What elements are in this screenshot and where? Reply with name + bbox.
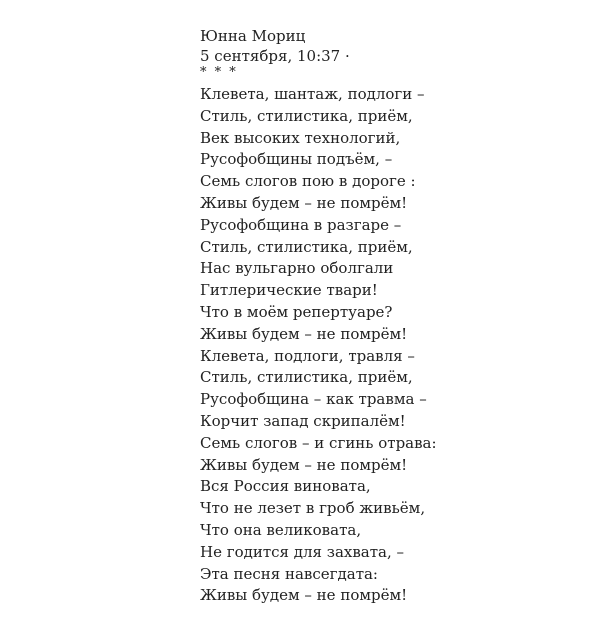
poem-line: Семь слогов – и сгинь отрава: [200,433,437,452]
poem-line: Живы будем – не помрём! [200,455,408,474]
poem-line: Русофобщины подъём, – [200,150,393,169]
poem-line: Вся Россия виновата, [200,477,371,496]
poem-line: Что не лезет в гроб живьём, [200,499,426,518]
poem-line: Стиль, стилистика, приём, [200,368,413,387]
poem-line: Клевета, шантаж, подлоги – [200,85,425,103]
poem-line: Клевета, подлоги, травля – [200,346,415,365]
poem-line: Корчит запад скрипалём! [200,411,406,430]
poem-line: Гитлерические твари! [200,281,378,300]
poem-line: Живы будем – не помрём! [200,586,408,605]
poem-body [200,84,580,607]
poem-line: Живы будем – не помрём! [200,193,408,212]
poem-line: Что она великовата, [200,520,362,539]
poem-line: Эта песня навсегдата: [200,564,378,583]
poem-line: Век высоких технологий, [200,128,401,147]
post-author[interactable]: Юнна Мориц [200,27,306,45]
poem-line: Не годится для захвата, – [200,542,405,561]
poem-line: Семь слогов пою в дороге : [200,172,416,191]
poem-line: Нас вульгарно оболгали [200,259,394,278]
poem-line: Русофобщина – как травма – [200,390,427,409]
poem-line: Стиль, стилистика, приём, [200,237,413,256]
poem-line: Стиль, стилистика, приём, [200,106,413,125]
post-timestamp[interactable]: 5 сентября, 10:37 · [200,47,350,65]
poem-line: Русофобщина в разгаре – [200,215,402,234]
post [200,26,580,607]
poem-separator: * * * [200,65,238,80]
poem-line: Живы будем – не помрём! [200,324,408,343]
poem-line: Что в моём репертуаре? [200,302,393,321]
